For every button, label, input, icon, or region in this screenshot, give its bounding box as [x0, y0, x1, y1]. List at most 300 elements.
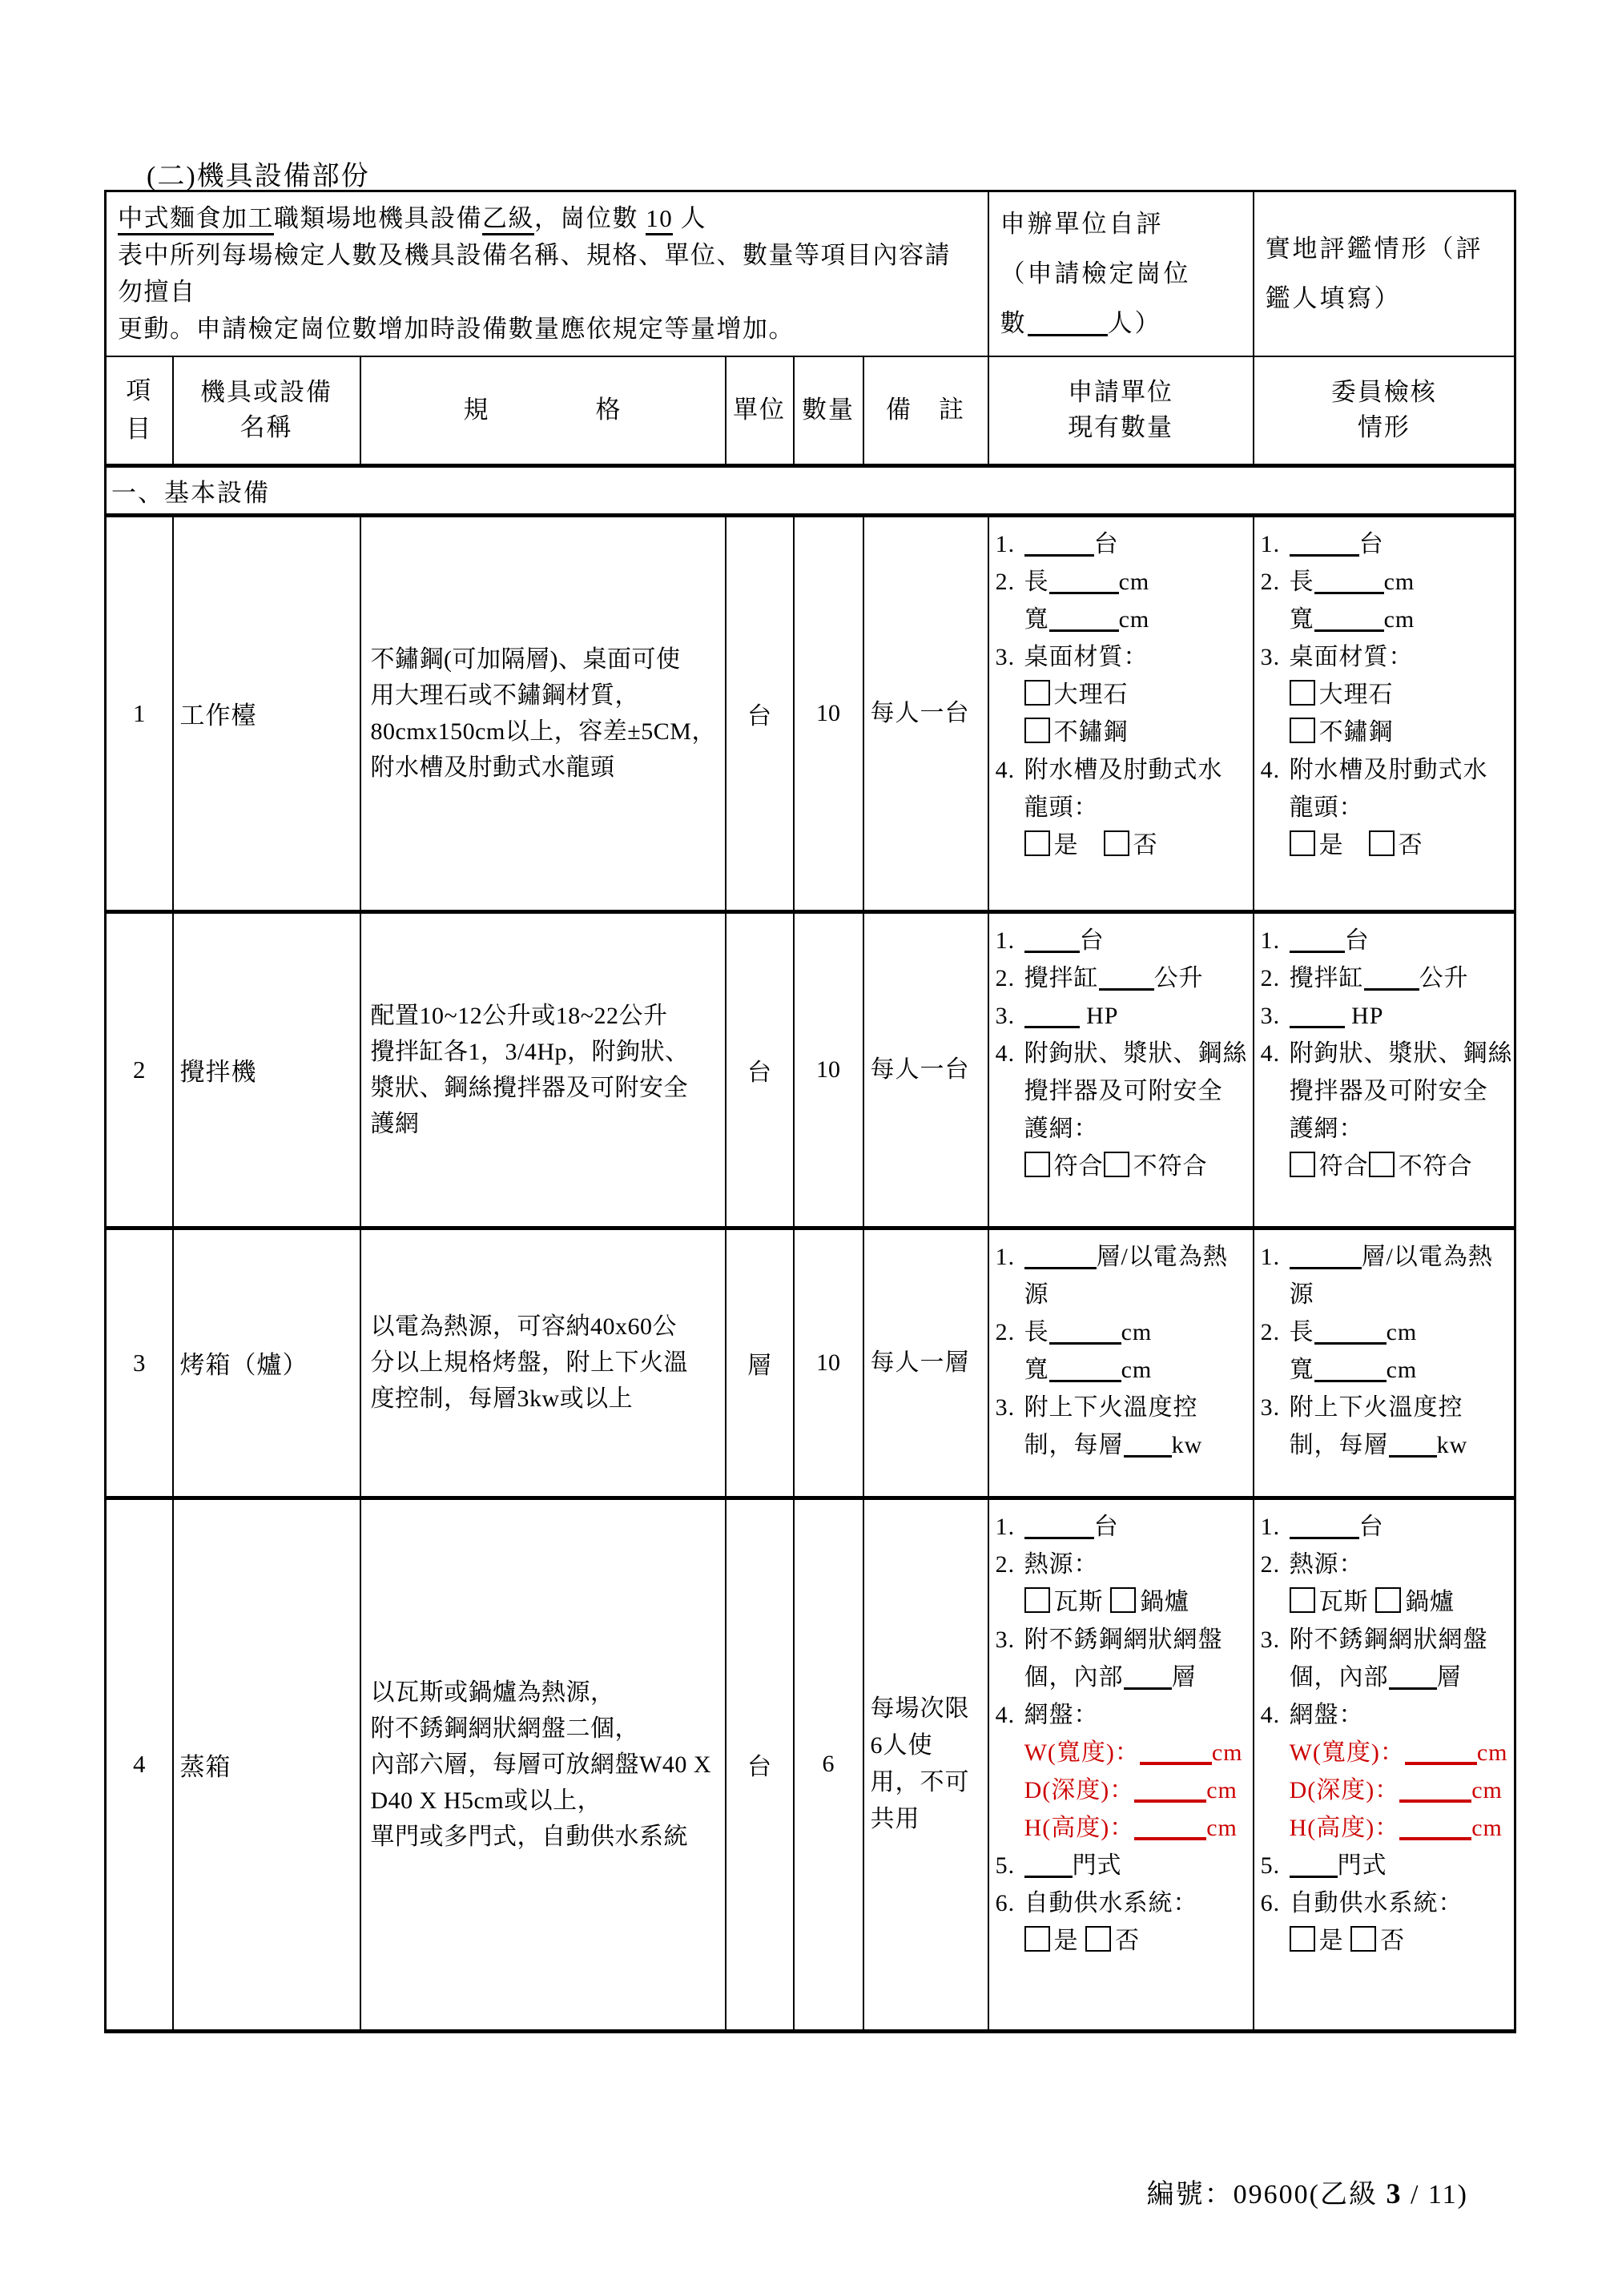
spec-line: 漿狀、鋼絲攪拌器及可附安全: [370, 1074, 688, 1101]
fill-in-blank[interactable]: [1290, 1257, 1362, 1269]
eval-item-cont-line: [1261, 826, 1510, 864]
eval-text: 龍頭：: [1289, 794, 1364, 821]
item-number: 2.: [1260, 568, 1281, 595]
item-number: 1.: [995, 1513, 1016, 1540]
eval-text: 寬: [1024, 605, 1049, 633]
checkbox[interactable]: [1024, 1926, 1050, 1952]
eval-item-cont-line: [1261, 1426, 1510, 1464]
item-number: 1.: [1260, 530, 1281, 557]
checkbox[interactable]: [1024, 718, 1050, 743]
eval-text: 否: [1398, 831, 1423, 858]
item-number: 1.: [995, 530, 1016, 557]
eval-text: 桌面材質：: [1024, 643, 1149, 670]
fill-in-blank[interactable]: [1049, 1333, 1121, 1345]
fill-in-blank[interactable]: [1314, 1333, 1387, 1345]
eval-item-line: [1261, 1313, 1510, 1351]
eval-text: 制，每層: [1024, 1431, 1124, 1458]
qty-cell: 10: [794, 515, 863, 911]
eval-text: 網盤：: [1024, 1701, 1099, 1728]
eval-item-cont-line: [1261, 601, 1510, 638]
eval-text: 大理石: [1053, 681, 1129, 708]
eval-item-cont-line: [1261, 1148, 1510, 1185]
column-header-row: [106, 356, 1515, 465]
applicant-qty-cell: [988, 1498, 1254, 2031]
eval-text: 否: [1115, 1927, 1141, 1954]
eval-text: 攪拌缸: [1024, 964, 1099, 991]
eval-text: 桌面材質：: [1289, 643, 1414, 670]
col-note: 備 註: [863, 356, 988, 465]
eval-item-line: [1261, 1696, 1510, 1734]
eval-text: 符合: [1053, 1152, 1104, 1180]
qty-cell: 10: [794, 911, 863, 1228]
item-name-cell: 烤箱（爐）: [173, 1228, 360, 1498]
note-cell: 每人一台: [863, 515, 988, 911]
eval-text: 否: [1380, 1927, 1406, 1954]
item-number: 3.: [1260, 1002, 1281, 1029]
fill-in-blank[interactable]: [1024, 941, 1080, 953]
eval-text: 長: [1024, 568, 1049, 595]
eval-text: 台: [1344, 927, 1370, 954]
unit-cell: 層: [726, 1228, 794, 1498]
eval-text: 附水槽及肘動式水: [1024, 756, 1223, 783]
equipment-table: [104, 190, 1516, 2033]
eval-item-cont-line: [1261, 1276, 1510, 1313]
col-spec: 規 格: [360, 356, 726, 465]
spec-line: 內部六層，每層可放網盤W40 X: [370, 1751, 711, 1778]
eval-text: 是: [1053, 1927, 1086, 1954]
committee-check-cell: [1254, 1498, 1515, 2031]
fill-in-blank[interactable]: [1049, 620, 1119, 632]
spec-line: 用大理石或不鏽鋼材質，: [370, 682, 639, 709]
qty-cell: 10: [794, 1228, 863, 1498]
eval-text: 附不銹鋼網狀網盤: [1024, 1626, 1223, 1653]
page-number-footer: 編號：09600(乙級 3 / 11): [1146, 2177, 1468, 2210]
eval-text: 護網：: [1024, 1115, 1099, 1142]
eval-text: 源: [1024, 1281, 1049, 1308]
fill-in-blank[interactable]: [1024, 1257, 1097, 1269]
eval-text: 台: [1358, 530, 1384, 557]
fill-in-blank[interactable]: [1290, 1527, 1359, 1539]
eval-item-line: [1261, 1884, 1510, 1922]
col-applicant-qty: 申請單位 現有數量: [988, 356, 1254, 465]
eval-text: 長: [1289, 568, 1314, 595]
eval-item-line: [996, 997, 1248, 1035]
unit-cell: 台: [726, 1498, 794, 2031]
fill-in-blank[interactable]: [1099, 979, 1154, 991]
eval-item-line: [996, 922, 1248, 959]
checkbox[interactable]: [1369, 830, 1395, 856]
item-number: 2.: [995, 1550, 1016, 1578]
eval-item-cont-line: [996, 1583, 1248, 1621]
checkbox[interactable]: [1024, 1587, 1050, 1613]
eval-item-line: [996, 563, 1248, 601]
eval-text-red: H(高度)：: [1024, 1814, 1135, 1841]
eval-text: cm: [1383, 568, 1415, 595]
checkbox[interactable]: [1024, 680, 1050, 706]
eval-text: 大理石: [1318, 681, 1394, 708]
item-number: 4.: [995, 756, 1016, 783]
checkbox[interactable]: [1290, 1587, 1315, 1613]
eval-item-line: [996, 1508, 1248, 1546]
spec-line: D40 X H5cm或以上，: [370, 1787, 602, 1814]
fill-in-blank[interactable]: [1028, 324, 1108, 336]
note-cell: 每人一層: [863, 1228, 988, 1498]
eval-item-line: [1261, 1847, 1510, 1884]
fill-in-blank[interactable]: [1024, 1866, 1073, 1878]
eval-text: 個，內部: [1289, 1663, 1389, 1691]
fill-in-blank[interactable]: [1314, 620, 1384, 632]
item-number: 3.: [995, 1626, 1016, 1653]
eval-item-cont-line: [996, 1072, 1248, 1110]
eval-text-red: D(深度)：: [1024, 1776, 1135, 1803]
eval-text: 熱源：: [1024, 1550, 1099, 1578]
spec-cell: [360, 911, 726, 1228]
checkbox[interactable]: [1290, 1152, 1315, 1177]
fill-in-blank[interactable]: [1290, 941, 1345, 953]
checkbox[interactable]: [1290, 1926, 1315, 1952]
intro-line4: 更動。申請檢定崗位數增加時設備數量應依規定等量增加。: [118, 315, 795, 343]
eval-text: 公升: [1153, 964, 1204, 991]
eval-item-line: [996, 638, 1248, 676]
item-name-cell: 蒸箱: [173, 1498, 360, 2031]
eval-item-cont-line: [996, 789, 1248, 826]
eval-item-cont-line: [1261, 1659, 1510, 1696]
item-no-cell: 1: [106, 515, 173, 911]
spec-line: 以瓦斯或鍋爐為熱源，: [370, 1679, 615, 1706]
item-no-cell: 3: [106, 1228, 173, 1498]
checkbox[interactable]: [1375, 1587, 1401, 1613]
self-eval-line1: 申辦單位自評: [1000, 210, 1164, 238]
col-equipment-name: 機具或設備 名稱: [173, 356, 360, 465]
eval-item-line: [1261, 1546, 1510, 1583]
qty-cell: 6: [794, 1498, 863, 2031]
eval-text: 台: [1079, 927, 1105, 954]
checkbox[interactable]: [1350, 1926, 1376, 1952]
eval-item-cont-line: [1261, 714, 1510, 751]
eval-item-cont-line: [1261, 789, 1510, 826]
eval-item-line: [1261, 1389, 1510, 1426]
eval-item-line: [996, 1238, 1248, 1276]
item-number: 3.: [995, 643, 1016, 670]
checkbox[interactable]: [1085, 1926, 1111, 1952]
eval-item-line: [1261, 525, 1510, 563]
eval-text: 不符合: [1133, 1152, 1208, 1180]
eval-item-cont-line: [996, 1922, 1248, 1960]
eval-text: 攪拌器及可附安全: [1289, 1077, 1488, 1104]
item-number: 5.: [1260, 1852, 1281, 1879]
eval-text: 長: [1024, 1318, 1049, 1345]
eval-item-line: [996, 525, 1248, 563]
intro-line1: 中式麵食加工職類場地機具設備乙級，崗位數 10 人: [118, 200, 976, 237]
eval-text-red: cm: [1206, 1814, 1238, 1841]
note-cell: 每人一台: [863, 911, 988, 1228]
fill-in-blank-red[interactable]: [1134, 1790, 1206, 1803]
item-number: 6.: [995, 1889, 1016, 1916]
unit-cell: 台: [726, 911, 794, 1228]
eval-item-line: [1261, 751, 1510, 789]
spec-line: 80cmx150cm以上，容差±5CM，: [370, 718, 716, 745]
intro-cell: [106, 191, 988, 357]
eval-item-cont-line: [1261, 1351, 1510, 1389]
section-row: [106, 465, 1515, 515]
committee-check-cell: [1254, 515, 1515, 911]
eval-item-line: [996, 1313, 1248, 1351]
equipment-row: [106, 515, 1515, 911]
equipment-row: [106, 1228, 1515, 1498]
eval-text: 寬: [1024, 1356, 1049, 1383]
item-number: 4.: [995, 1701, 1016, 1728]
checkbox[interactable]: [1104, 830, 1129, 856]
eval-text-red: cm: [1206, 1776, 1238, 1803]
spec-line: 配置10~12公升或18~22公升: [370, 1002, 668, 1029]
item-number: 2.: [1260, 964, 1281, 991]
eval-text: cm: [1383, 605, 1415, 633]
spec-line: 攪拌缸各1，3/4Hp，附鉤狀、: [370, 1038, 690, 1065]
eval-text: cm: [1386, 1356, 1418, 1383]
eval-item-cont-line: [996, 1276, 1248, 1313]
eval-item-line: [1261, 959, 1510, 997]
eval-text: 瓦斯: [1053, 1588, 1111, 1615]
spec-line: 度控制，每層3kw或以上: [370, 1385, 634, 1412]
section-heading: (二)機具設備部份: [147, 162, 370, 191]
eval-item-cont-line: [996, 1351, 1248, 1389]
site-eval-line1: 實地評鑑情形（評: [1265, 235, 1483, 263]
spec-line: 附水槽及肘動式水龍頭: [370, 754, 615, 781]
eval-text: 不符合: [1398, 1152, 1473, 1180]
eval-text: 公升: [1419, 964, 1469, 991]
eval-text-red: cm: [1471, 1814, 1503, 1841]
item-number: 1.: [1260, 1513, 1281, 1540]
eval-item-cont-line: [996, 1110, 1248, 1148]
item-number: 4.: [1260, 756, 1281, 783]
col-qty: 數量: [794, 356, 863, 465]
eval-text: 護網：: [1289, 1115, 1364, 1142]
item-number: 1.: [995, 1243, 1016, 1270]
fill-in-blank-red[interactable]: [1405, 1752, 1477, 1765]
eval-text: 附上下火溫度控: [1024, 1393, 1198, 1421]
checkbox[interactable]: [1024, 1152, 1050, 1177]
fill-in-blank[interactable]: [1024, 1016, 1080, 1028]
fill-in-blank[interactable]: [1314, 582, 1384, 594]
col-committee-check: 委員檢核 情形: [1254, 356, 1515, 465]
eval-text: 長: [1289, 1318, 1314, 1345]
item-number: 4.: [1260, 1701, 1281, 1728]
spec-line: 附不銹鋼網狀網盤二個，: [370, 1715, 639, 1742]
spec-cell: [360, 515, 726, 911]
eval-text: 台: [1358, 1513, 1384, 1540]
col-unit: 單位: [726, 356, 794, 465]
eval-item-cont-line: [996, 826, 1248, 864]
eval-item-line: [996, 1035, 1248, 1072]
checkbox[interactable]: [1104, 1152, 1129, 1177]
eval-text: cm: [1121, 1356, 1153, 1383]
eval-text: 網盤：: [1289, 1701, 1364, 1728]
eval-text: 攪拌缸: [1289, 964, 1364, 991]
eval-item-cont-line: [996, 714, 1248, 751]
eval-text: HP: [1079, 1002, 1119, 1029]
item-number: 2.: [995, 964, 1016, 991]
committee-check-cell: [1254, 1228, 1515, 1498]
committee-check-cell: [1254, 911, 1515, 1228]
eval-item-line: [996, 751, 1248, 789]
eval-text: 層/以電為熱: [1096, 1243, 1228, 1270]
eval-text: 附上下火溫度控: [1289, 1393, 1463, 1421]
site-eval-line2: 鑑人填寫）: [1265, 284, 1402, 312]
eval-text: kw: [1436, 1431, 1468, 1458]
checkbox[interactable]: [1369, 1152, 1395, 1177]
checkbox[interactable]: [1024, 830, 1050, 856]
checkbox[interactable]: [1290, 680, 1315, 706]
eval-item-line: [996, 1546, 1248, 1583]
checkbox[interactable]: [1290, 718, 1315, 743]
eval-item-cont-line: [1261, 1771, 1510, 1809]
eval-item-cont-line: [1261, 1809, 1510, 1847]
eval-text: 個，內部: [1024, 1663, 1124, 1691]
fill-in-blank[interactable]: [1049, 1370, 1121, 1382]
col-item-no: 項 目: [106, 356, 173, 465]
eval-item-line: [1261, 1508, 1510, 1546]
fill-in-blank[interactable]: [1024, 1527, 1094, 1539]
eval-item-cont-line: [996, 1148, 1248, 1185]
eval-text: kw: [1171, 1431, 1203, 1458]
checkbox[interactable]: [1290, 830, 1315, 856]
spec-line: 單門或多門式，自動供水系統: [370, 1823, 688, 1850]
eval-text: cm: [1118, 605, 1150, 633]
eval-item-cont-line: [1261, 1072, 1510, 1110]
eval-text: 層: [1171, 1663, 1197, 1691]
item-number: 5.: [995, 1852, 1016, 1879]
eval-text: 瓦斯: [1318, 1588, 1376, 1615]
eval-text: cm: [1386, 1318, 1418, 1345]
self-eval-header-cell: [988, 191, 1254, 357]
eval-text: 熱源：: [1289, 1550, 1364, 1578]
eval-text: cm: [1121, 1318, 1153, 1345]
eval-text: 符合: [1318, 1152, 1369, 1180]
item-number: 2.: [1260, 1318, 1281, 1345]
eval-item-cont-line: [1261, 676, 1510, 714]
eval-item-cont-line: [996, 1809, 1248, 1847]
eval-text: 台: [1093, 1513, 1119, 1540]
fill-in-blank-red[interactable]: [1399, 1828, 1471, 1840]
item-number: 2.: [1260, 1550, 1281, 1578]
eval-item-cont-line: [1261, 1922, 1510, 1960]
eval-text: 層/以電為熱: [1361, 1243, 1493, 1270]
item-number: 3.: [995, 1393, 1016, 1421]
fill-in-blank[interactable]: [1290, 1866, 1338, 1878]
eval-text: 不鏽鋼: [1053, 718, 1129, 746]
fill-in-blank[interactable]: [1124, 1446, 1172, 1458]
fill-in-blank[interactable]: [1389, 1446, 1437, 1458]
fill-in-blank-red[interactable]: [1140, 1752, 1212, 1765]
eval-text-red: cm: [1211, 1739, 1243, 1766]
eval-text: 台: [1093, 530, 1119, 557]
item-name-cell: 工作檯: [173, 515, 360, 911]
eval-text: 附鉤狀、漿狀、鋼絲: [1024, 1039, 1248, 1067]
item-number: 1.: [1260, 1243, 1281, 1270]
applicant-qty-cell: [988, 515, 1254, 911]
eval-text: 自動供水系統：: [1024, 1889, 1198, 1916]
eval-text: 龍頭：: [1024, 794, 1099, 821]
eval-text: 是: [1053, 831, 1104, 858]
item-number: 4.: [1260, 1039, 1281, 1067]
fill-in-blank[interactable]: [1290, 1016, 1345, 1028]
eval-item-line: [1261, 638, 1510, 676]
fill-in-blank[interactable]: [1024, 545, 1094, 557]
item-number: 3.: [1260, 1626, 1281, 1653]
fill-in-blank-red[interactable]: [1399, 1790, 1471, 1803]
item-no-cell: 4: [106, 1498, 173, 2031]
eval-text: 自動供水系統：: [1289, 1889, 1463, 1916]
eval-text: 攪拌器及可附安全: [1024, 1077, 1223, 1104]
self-eval-line3: 數 人）: [1000, 309, 1162, 337]
fill-in-blank[interactable]: [1124, 1678, 1172, 1690]
fill-in-blank-red[interactable]: [1134, 1828, 1206, 1840]
fill-in-blank[interactable]: [1314, 1370, 1387, 1382]
checkbox[interactable]: [1110, 1587, 1136, 1613]
item-number: 2.: [995, 568, 1016, 595]
eval-item-line: [996, 1696, 1248, 1734]
item-number: 2.: [995, 1318, 1016, 1345]
eval-text: 是: [1318, 831, 1369, 858]
spec-line: 分以上規格烤盤，附上下火溫: [370, 1349, 688, 1376]
spec-line: 以電為熱源，可容納40x60公: [370, 1313, 677, 1340]
spec-cell: [360, 1228, 726, 1498]
eval-text-red: D(深度)：: [1289, 1776, 1400, 1803]
eval-text: 附水槽及肘動式水: [1289, 756, 1488, 783]
eval-text: 鍋爐: [1405, 1588, 1455, 1615]
fill-in-blank[interactable]: [1290, 545, 1359, 557]
eval-item-cont-line: [1261, 1734, 1510, 1771]
item-number: 3.: [1260, 1393, 1281, 1421]
self-eval-line2: （申請檢定崗位: [1000, 259, 1191, 288]
item-number: 3.: [1260, 643, 1281, 670]
item-number: 4.: [995, 1039, 1016, 1067]
eval-item-cont-line: [996, 1659, 1248, 1696]
item-number: 3.: [995, 1002, 1016, 1029]
page-number: 3: [1386, 2177, 1403, 2210]
item-name-cell: 攪拌機: [173, 911, 360, 1228]
eval-text: 附不銹鋼網狀網盤: [1289, 1626, 1488, 1653]
fill-in-blank[interactable]: [1049, 582, 1119, 594]
fill-in-blank[interactable]: [1389, 1678, 1437, 1690]
eval-text-red: W(寬度)：: [1289, 1739, 1405, 1766]
table-intro-row: [106, 191, 1515, 357]
item-number: 6.: [1260, 1889, 1281, 1916]
intro-line2: 表中所列每場檢定人數及機具設備名稱、規格、單位、數量等項目內容請: [118, 241, 951, 269]
eval-text: HP: [1344, 1002, 1384, 1029]
applicant-qty-cell: [988, 1228, 1254, 1498]
eval-text: cm: [1118, 568, 1150, 595]
eval-text: 否: [1133, 831, 1158, 858]
eval-text: 鍋爐: [1140, 1588, 1190, 1615]
eval-item-line: [996, 1847, 1248, 1884]
eval-text-red: cm: [1476, 1739, 1508, 1766]
eval-item-line: [1261, 1621, 1510, 1659]
eval-text: 制，每層: [1289, 1431, 1389, 1458]
eval-text: 源: [1289, 1281, 1314, 1308]
eval-item-line: [1261, 997, 1510, 1035]
eval-text: 附鉤狀、漿狀、鋼絲: [1289, 1039, 1513, 1067]
eval-item-line: [1261, 563, 1510, 601]
equipment-row: [106, 911, 1515, 1228]
eval-text: 寬: [1289, 1356, 1314, 1383]
fill-in-blank[interactable]: [1364, 979, 1419, 991]
eval-item-cont-line: [996, 1734, 1248, 1771]
eval-item-line: [996, 1389, 1248, 1426]
eval-item-line: [1260, 1035, 1513, 1072]
eval-text: 不鏽鋼: [1318, 718, 1394, 746]
site-eval-header-cell: [1254, 191, 1515, 357]
